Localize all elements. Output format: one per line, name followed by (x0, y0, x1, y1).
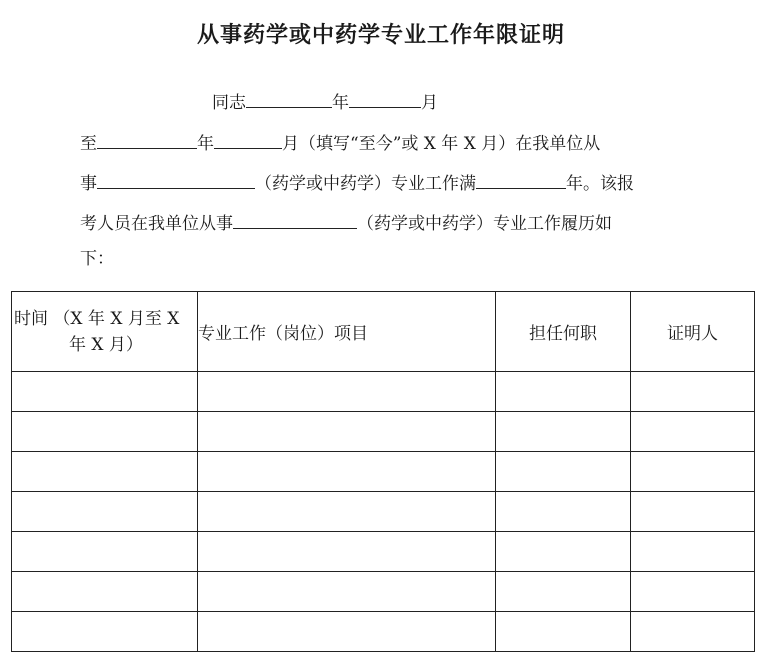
table-header-row (12, 292, 755, 372)
header-project: 专业工作（岗位）项目 (198, 292, 496, 372)
paragraph-line-4 (80, 211, 612, 235)
cell-witness[interactable] (631, 572, 755, 612)
cell-witness[interactable] (631, 612, 755, 652)
cell-time[interactable] (12, 452, 198, 492)
text: 至 (80, 134, 97, 154)
table-row (12, 572, 755, 612)
cell-position[interactable] (496, 532, 631, 572)
cell-position[interactable] (496, 412, 631, 452)
work-history-table (11, 291, 755, 652)
cell-time[interactable] (12, 492, 198, 532)
cell-witness[interactable] (631, 452, 755, 492)
header-time-line1: 时间 （X 年 X 月至 X (14, 308, 180, 329)
text: 月（填写“至今”或 X 年 X 月）在我单位从 (282, 134, 601, 154)
blank-field-2[interactable] (233, 211, 357, 229)
text: 年。该报 (566, 174, 634, 194)
text: （药学或中药学）专业工作履历如 (357, 214, 612, 234)
cell-time[interactable] (12, 612, 198, 652)
blank-end-year[interactable] (97, 131, 197, 149)
text: （药学或中药学）专业工作满 (255, 174, 476, 194)
cell-witness[interactable] (631, 372, 755, 412)
table-row (12, 612, 755, 652)
cell-position[interactable] (496, 612, 631, 652)
cell-project[interactable] (198, 572, 496, 612)
cell-witness[interactable] (631, 532, 755, 572)
header-position: 担任何职 (496, 292, 631, 372)
table-row (12, 372, 755, 412)
page-title: 从事药学或中药学专业工作年限证明 (196, 23, 565, 48)
paragraph-line-5: 下： (80, 249, 114, 269)
table-row (12, 492, 755, 532)
cell-time[interactable] (12, 572, 198, 612)
header-time-line2: 年 X 月） (69, 334, 143, 355)
text: 年 (197, 134, 214, 154)
text: 同志 (212, 93, 246, 113)
blank-end-month[interactable] (214, 131, 282, 149)
header-witness: 证明人 (631, 292, 755, 372)
table-row (12, 452, 755, 492)
blank-start-year[interactable] (349, 90, 421, 108)
paragraph-line-1 (212, 90, 438, 114)
blank-name[interactable] (246, 90, 332, 108)
cell-witness[interactable] (631, 412, 755, 452)
table-row (12, 412, 755, 452)
paragraph-line-3 (80, 171, 634, 195)
cell-witness[interactable] (631, 492, 755, 532)
cell-position[interactable] (496, 492, 631, 532)
cell-position[interactable] (496, 372, 631, 412)
blank-field[interactable] (97, 171, 255, 189)
cell-time[interactable] (12, 372, 198, 412)
blank-years[interactable] (476, 171, 566, 189)
table-row (12, 532, 755, 572)
text: 事 (80, 174, 97, 194)
cell-project[interactable] (198, 372, 496, 412)
cell-project[interactable] (198, 532, 496, 572)
cell-position[interactable] (496, 572, 631, 612)
text: 考人员在我单位从事 (80, 214, 233, 234)
cell-project[interactable] (198, 492, 496, 532)
cell-position[interactable] (496, 452, 631, 492)
header-time (12, 292, 198, 372)
text: 年 (332, 93, 349, 113)
cell-project[interactable] (198, 412, 496, 452)
cell-project[interactable] (198, 612, 496, 652)
text: 月 (421, 93, 438, 113)
cell-time[interactable] (12, 532, 198, 572)
cell-project[interactable] (198, 452, 496, 492)
cell-time[interactable] (12, 412, 198, 452)
paragraph-line-2 (80, 131, 600, 155)
